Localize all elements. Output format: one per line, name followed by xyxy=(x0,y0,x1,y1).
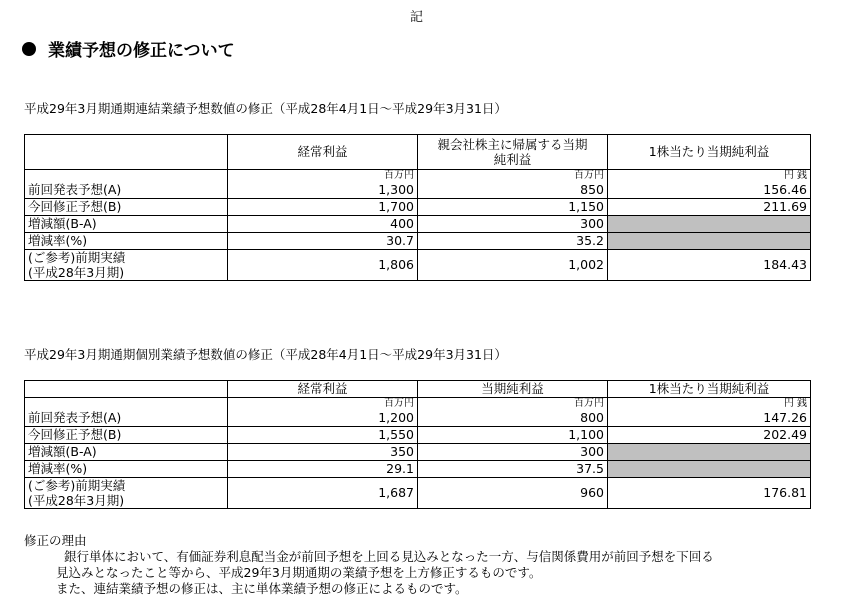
cell-shaded xyxy=(608,233,811,250)
reason-text xyxy=(24,549,824,597)
unit-row xyxy=(25,398,811,411)
cell-value: 29.1 xyxy=(228,461,418,478)
header-blank xyxy=(25,135,228,170)
cell-value: 1,700 xyxy=(228,199,418,216)
unit-cell: 百万円 xyxy=(418,398,608,411)
cell-value: 1,550 xyxy=(228,427,418,444)
cell-value: 350 xyxy=(228,444,418,461)
table-row xyxy=(25,478,811,509)
table-row xyxy=(25,233,811,250)
unit-cell: 百万円 xyxy=(228,170,418,183)
table-row xyxy=(25,216,811,233)
table-header-row xyxy=(25,381,811,398)
cell-value: 300 xyxy=(418,444,608,461)
cell-value: 202.49 xyxy=(608,427,811,444)
cell-value: 211.69 xyxy=(608,199,811,216)
cell-value: 800 xyxy=(418,410,608,427)
table-row xyxy=(25,461,811,478)
cell-value: 1,300 xyxy=(228,182,418,199)
unit-row xyxy=(25,170,811,183)
reason-line: 見込みとなったこと等から、平成29年3月期通期の業績予想を上方修正するものです。 xyxy=(56,565,542,580)
row-label: 今回修正予想(B) xyxy=(25,427,228,444)
header-net-income: 当期純利益 xyxy=(418,381,608,398)
table-row xyxy=(25,427,811,444)
header-blank xyxy=(25,381,228,398)
header-net-income-parent-text: 親会社株主に帰属する当期純利益 xyxy=(437,137,588,167)
header-ordinary-profit: 経常利益 xyxy=(228,135,418,170)
cell-value: 960 xyxy=(418,478,608,509)
table-row xyxy=(25,182,811,199)
unit-blank xyxy=(25,170,228,183)
cell-shaded xyxy=(608,461,811,478)
cell-value: 300 xyxy=(418,216,608,233)
cell-value: 1,200 xyxy=(228,410,418,427)
row-label: 増減率(%) xyxy=(25,233,228,250)
reason-line: 銀行単体において、有価証券利息配当金が前回予想を上回る見込みとなった一方、与信関係費用が前回予想を下回る xyxy=(64,549,714,564)
consolidated-caption: 平成29年3月期通期連結業績予想数値の修正（平成28年4月1日～平成29年3月31日） xyxy=(24,101,507,116)
row-label xyxy=(25,478,228,509)
ki-mark: 記 xyxy=(410,10,424,25)
row-label: 増減率(%) xyxy=(25,461,228,478)
reason-line: また、連結業績予想の修正は、主に単体業績予想の修正によるものです。 xyxy=(56,581,468,596)
cell-value: 1,002 xyxy=(418,250,608,281)
unit-cell: 百万円 xyxy=(418,170,608,183)
cell-value: 156.46 xyxy=(608,182,811,199)
individual-table xyxy=(24,380,811,509)
row-label: 増減額(B-A) xyxy=(25,444,228,461)
cell-value: 400 xyxy=(228,216,418,233)
reason-title: 修正の理由 xyxy=(24,533,87,548)
header-eps: 1株当たり当期純利益 xyxy=(608,381,811,398)
cell-value: 184.43 xyxy=(608,250,811,281)
unit-cell: 円 銭 xyxy=(608,398,811,411)
row-label: 増減額(B-A) xyxy=(25,216,228,233)
row-label: 前回発表予想(A) xyxy=(25,410,228,427)
table-header-row xyxy=(25,135,811,170)
unit-blank xyxy=(25,398,228,411)
cell-value: 1,100 xyxy=(418,427,608,444)
table-row xyxy=(25,199,811,216)
row-label-line1: (ご参考)前期実績 xyxy=(28,478,126,493)
cell-value: 30.7 xyxy=(228,233,418,250)
header-net-income-parent xyxy=(418,135,608,170)
unit-cell: 百万円 xyxy=(228,398,418,411)
page-title xyxy=(22,36,235,61)
row-label-line2: (平成28年3月期) xyxy=(28,265,125,280)
individual-caption: 平成29年3月期通期個別業績予想数値の修正（平成28年4月1日～平成29年3月31日） xyxy=(24,347,507,362)
bullet-icon xyxy=(22,42,36,56)
header-ordinary-profit: 経常利益 xyxy=(228,381,418,398)
table-row xyxy=(25,410,811,427)
row-label: 前回発表予想(A) xyxy=(25,182,228,199)
row-label: 今回修正予想(B) xyxy=(25,199,228,216)
consolidated-table xyxy=(24,134,811,281)
cell-value: 176.81 xyxy=(608,478,811,509)
row-label xyxy=(25,250,228,281)
row-label-line2: (平成28年3月期) xyxy=(28,493,125,508)
page-title-text: 業績予想の修正について xyxy=(48,41,235,61)
cell-value: 35.2 xyxy=(418,233,608,250)
header-eps: 1株当たり当期純利益 xyxy=(608,135,811,170)
cell-value: 850 xyxy=(418,182,608,199)
unit-cell: 円 銭 xyxy=(608,170,811,183)
cell-value: 1,150 xyxy=(418,199,608,216)
cell-value: 147.26 xyxy=(608,410,811,427)
cell-value: 1,687 xyxy=(228,478,418,509)
cell-shaded xyxy=(608,444,811,461)
cell-shaded xyxy=(608,216,811,233)
table-row xyxy=(25,444,811,461)
table-row xyxy=(25,250,811,281)
cell-value: 1,806 xyxy=(228,250,418,281)
cell-value: 37.5 xyxy=(418,461,608,478)
row-label-line1: (ご参考)前期実績 xyxy=(28,250,126,265)
